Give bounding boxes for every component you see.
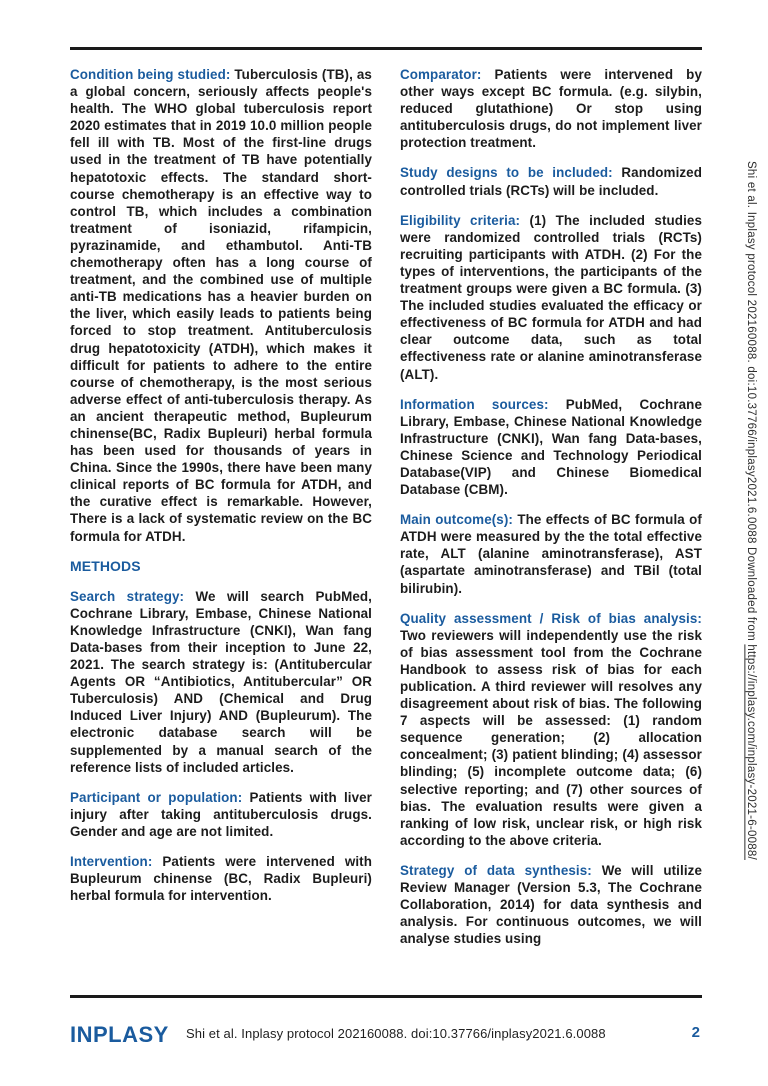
paragraph-participant: [70, 789, 372, 840]
bottom-rule: [70, 995, 702, 998]
quality-assessment-label: Quality assessment / Risk of bias analysis:: [400, 610, 702, 626]
search-strategy-label: Search strategy:: [70, 588, 185, 604]
quality-assessment-text: Two reviewers will independently use the risk of bias assessment tool from the Cochrane Handbook to assess risk of bias for each publication. A third reviewer will resolves any disagreement about risk of bias. The following 7 aspects will be assessed: (1) random sequence generation; (2) allocation concealment; (3) patient blinding; (4) assessor blinding; (5) incomplete outcome data; (6) selective reporting; and (7) other sources of bias. The evaluation results were given a ranking of low risk, unclear risk, or high risk according to the above criteria.: [400, 627, 702, 848]
participant-text: Patients with liver injury after taking antituberculosis drugs. Gender and age are not limited.: [70, 789, 372, 839]
paragraph-quality-assessment: [400, 610, 702, 849]
main-outcomes-text: The effects of BC formula of ATDH were measured by the the total effective rate, ALT (alanine aminotransferase), AST (aspartate aminotransferase) and TBil (total bilirubin).: [400, 512, 702, 596]
article-body: [70, 66, 702, 960]
left-column: [70, 66, 372, 960]
main-outcomes-label: Main outcome(s):: [400, 512, 513, 528]
paragraph-search-strategy: [70, 588, 372, 776]
information-sources-text: PubMed, Cochrane Library, Embase, Chinese National Knowledge Infrastructure (CNKI), Wan fang Data-bases, Chinese Science and Technology Periodical Database(VIP) and Chinese Biomedical Database (CBM).: [400, 396, 703, 498]
eligibility-label: Eligibility criteria:: [400, 212, 521, 228]
study-designs-text: Randomized controlled trials (RCTs) will be included.: [400, 165, 703, 198]
data-synthesis-text: We will utilize Review Manager (Version 5.3, The Cochrane Collaboration, 2014) for data synthesis and analysis. For continuous outcomes, we will analyse studies using: [400, 862, 702, 947]
paragraph-data-synthesis: [400, 862, 702, 947]
footer-citation: Shi et al. Inplasy protocol 202160088. doi:10.37766/inplasy2021.6.0088: [186, 1026, 606, 1041]
right-column: [400, 66, 702, 960]
intervention-text: Patients were intervened with Bupleurum chinense (BC, Radix Bupleuri) herbal formula for intervention.: [70, 854, 372, 904]
page-number: 2: [691, 1024, 700, 1041]
sidebar-citation: [745, 161, 757, 860]
paragraph-main-outcomes: [400, 511, 702, 596]
comparator-label: Comparator:: [400, 67, 482, 82]
condition-label: Condition being studied:: [70, 67, 231, 82]
sidebar-citation-text: Shi et al. Inplasy protocol 202160088. doi:10.37766/inplasy2021.6.0088 Downloaded from: [745, 161, 757, 641]
study-designs-label: Study designs to be included:: [400, 165, 613, 181]
methods-heading: METHODS: [70, 557, 141, 574]
information-sources-label: Information sources:: [400, 396, 549, 412]
top-rule: [70, 47, 702, 50]
paragraph-intervention: [70, 853, 372, 904]
intervention-label: Intervention:: [70, 854, 153, 870]
search-strategy-text: We will search PubMed, Cochrane Library, Embase, Chinese National Knowledge Infrastructure (CNKI), Wan fang Data-bases from their inception to June 22, 2021. The search strategy is: (Antitubercular Agents OR “Antibiotics, Antitubercular” OR Tuberculosis) AND (Chemical and Drug Induced Liver Injury) AND (Bupleurum). The electronic database search will be supplemented by a manual search of the reference lists of included articles.: [70, 588, 373, 775]
comparator-text: Patients were intervened by other ways except BC formula. (e.g. silybin, reduced glutathione) Or stop using antituberculosis drugs, do not implement liver protection treatment.: [400, 67, 702, 151]
condition-text: Tuberculosis (TB), as a global concern, seriously affects people's health. The WHO global tuberculosis report 2020 estimates that in 2019 10.0 million people fell ill with TB. Most of the first-line drugs used in the treatment of TB have potentially hepatotoxic effects. The standard short-course chemotherapy is an effective way to control TB, which includes a combination treatment of isoniazid, rifampicin, pyrazinamide, and ethambutol. Anti-TB chemotherapy often has a long course of treatment, and the combined use of multiple anti-TB medications has a heavier burden on the liver, which easily leads to patients being forced to stop treatment. Antituberculosis drug hepatotoxicity (ATDH), which makes it difficult for patients to adhere to the entire course of chemotherapy, is the most serious adverse effect of anti-tuberculosis therapy. As an ancient therapeutic method, Bupleurum chinense(BC, Radix Bupleuri) herbal formula has been used for thousands of years in China. Since the 1990s, there have been many clinical reports of BC formula for ATDH, and the curative effect is remarkable. However, There is a lack of systematic review on the BC formula for ATDH.: [70, 67, 372, 544]
inplasy-logo: INPLASY: [70, 1022, 169, 1047]
paragraph-comparator: [400, 66, 702, 151]
data-synthesis-label: Strategy of data synthesis:: [400, 862, 592, 878]
paragraph-condition: [70, 66, 372, 545]
paragraph-eligibility: [400, 212, 702, 383]
participant-label: Participant or population:: [70, 789, 243, 805]
eligibility-text: (1) The included studies were randomized controlled trials (RCTs) recruiting participants with ATDH. (2) For the types of interventions, the participants of the treatment groups were given a BC formula. (3) The included studies evaluated the efficacy or effectiveness of BC formula for ATDH and had clear outcome data, such as total effectiveness rate or alanine aminotransferase (ALT).: [400, 212, 703, 382]
paragraph-study-designs: [400, 164, 702, 198]
paragraph-information-sources: [400, 396, 702, 499]
sidebar-citation-link[interactable]: https://inplasy.com/inplasy-2021-6-0088/: [745, 644, 757, 860]
